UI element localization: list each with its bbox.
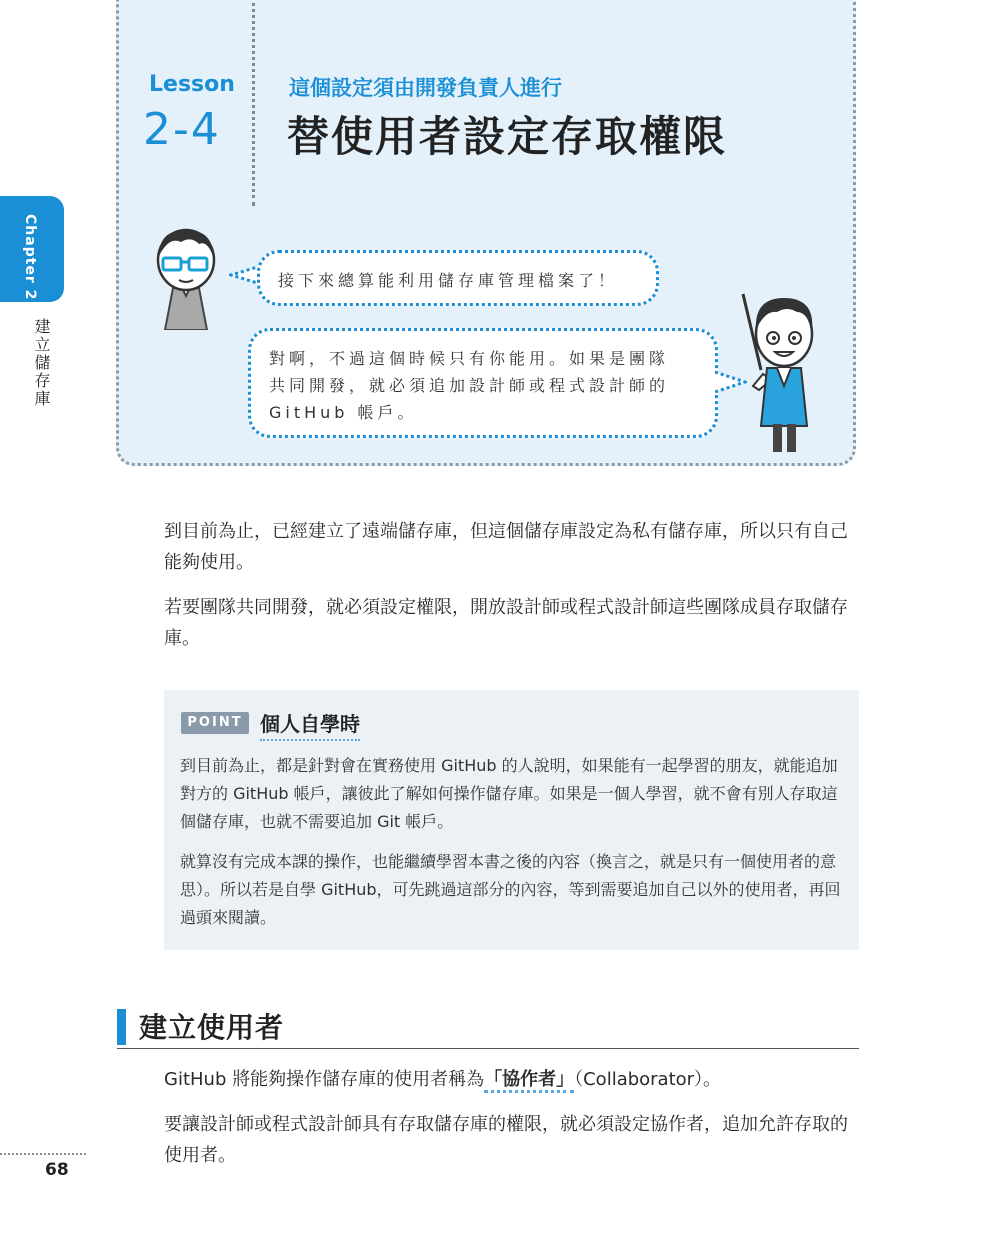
page-number: 68	[45, 1160, 69, 1180]
body-paragraph-1: 到目前為止，已經建立了遠端儲存庫，但這個儲存庫設定為私有儲存庫，所以只有自己能夠使用。	[164, 521, 848, 573]
speech-bubble-2	[248, 328, 718, 438]
section-heading-bar	[117, 1009, 126, 1045]
character-pointer-illustration	[737, 290, 827, 456]
speech-bubble-1: 接下來總算能利用儲存庫管理檔案了！	[257, 250, 659, 306]
bubble2-line: GitHub 帳戶。	[269, 403, 418, 422]
point-badge: POINT	[181, 712, 249, 734]
point-paragraph-2: 就算沒有完成本課的操作，也能繼續學習本書之後的內容（換言之，就是只有一個使用者的意思）。所以若是自學 GitHub，可先跳過這部分的內容，等到需要追加自己以外的使用者，再回過頭來閱讀。	[180, 852, 841, 927]
lesson-divider	[252, 0, 255, 206]
para3-text-end: （Collaborator）。	[574, 1069, 722, 1090]
bubble2-line: 共同開發，就必須追加設計師或程式設計師的	[269, 376, 670, 395]
lesson-header-box	[116, 0, 856, 466]
point-title: 個人自學時	[260, 708, 360, 741]
section-rule	[117, 1048, 859, 1049]
bubble2-line: 對啊，不過這個時候只有你能用。如果是團隊	[269, 349, 670, 368]
lesson-title: 替使用者設定存取權限	[287, 112, 728, 161]
lesson-word: Lesson	[149, 72, 235, 97]
body-paragraph-4: 要讓設計師或程式設計師具有存取儲存庫的權限，就必須設定協作者，追加允許存取的使用者。	[164, 1114, 848, 1166]
body-paragraph-3	[164, 1064, 864, 1095]
para3-text: GitHub 將能夠操作儲存庫的使用者稱為	[164, 1069, 485, 1090]
point-box	[164, 690, 859, 950]
chapter-name: 建立儲存庫	[32, 318, 51, 408]
point-paragraph-1: 到目前為止，都是針對會在實務使用 GitHub 的人說明，如果能有一起學習的朋友，就能追加對方的 GitHub 帳戶，讓彼此了解如何操作儲存庫。如果是一個人學習，就不會有別人存取這個儲存庫，也就不需要追加 Git 帳戶。	[180, 756, 838, 831]
character-glasses-illustration	[151, 218, 221, 330]
page-number-rule	[0, 1153, 86, 1155]
collaborator-term: 「協作者」	[484, 1069, 574, 1093]
lesson-number: 2-4	[143, 104, 221, 155]
chapter-label: Chapter 2	[22, 214, 38, 301]
lesson-subtitle: 這個設定須由開發負責人進行	[289, 76, 562, 100]
body-paragraph-2: 若要團隊共同開發，就必須設定權限，開放設計師或程式設計師這些團隊成員存取儲存庫。	[164, 597, 848, 649]
section-heading: 建立使用者	[139, 1011, 285, 1044]
